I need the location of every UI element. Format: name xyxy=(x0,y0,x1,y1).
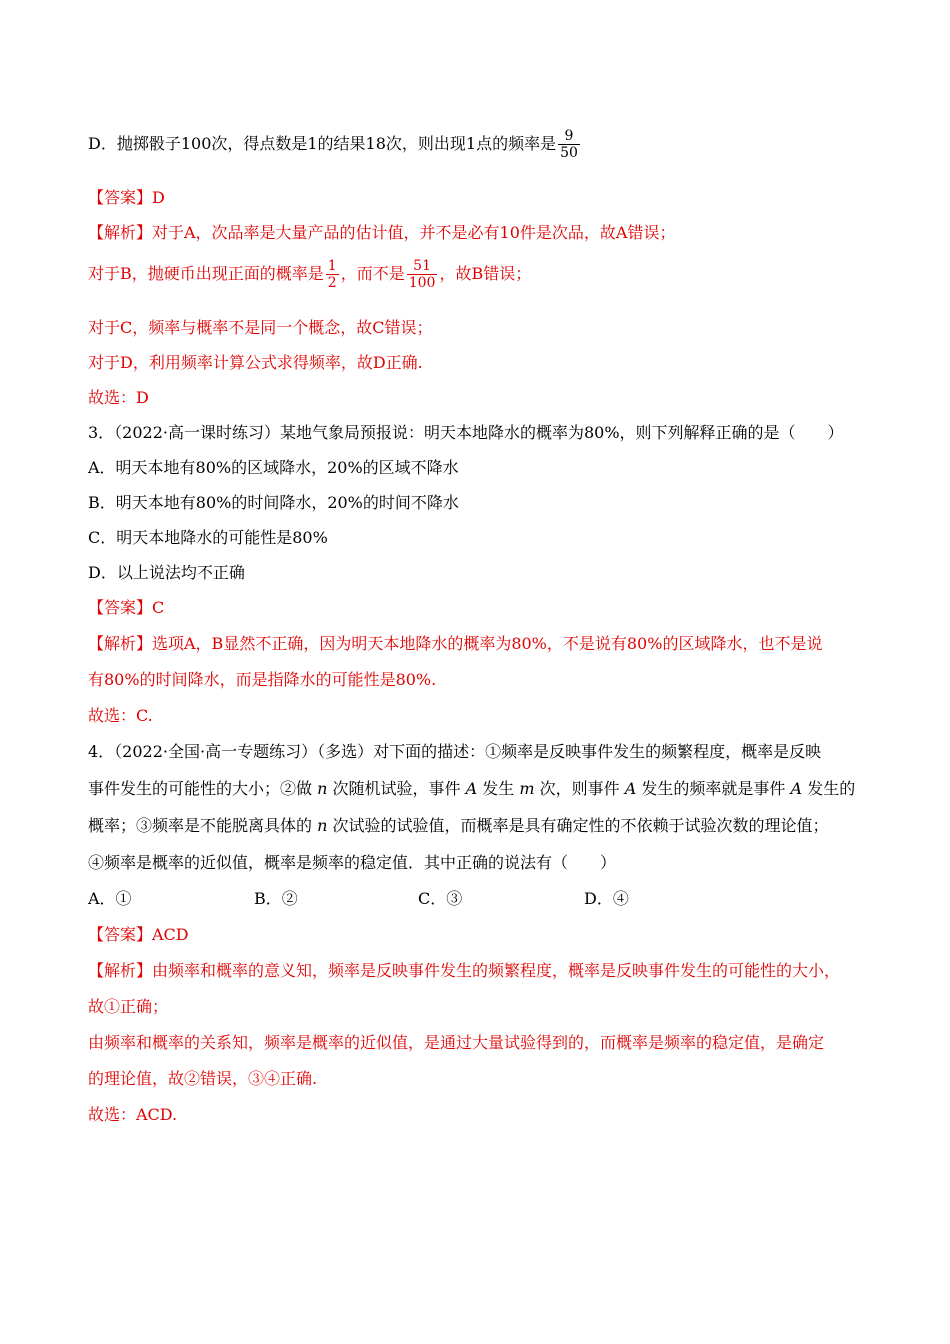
q3-option-b: B．明天本地有80%的时间降水，20%的时间不降水 xyxy=(88,493,459,512)
q4-analysis-3: 由频率和概率的关系知，频率是概率的近似值，是通过大量试验得到的，而概率是频率的稳定值，是确定 xyxy=(88,1033,825,1052)
q3-stem: 3．（2022·高一课时练习）某地气象局预报说：明天本地降水的概率为80%，则下列解释正确的是（ ） xyxy=(88,423,844,442)
q3-option-a: A．明天本地有80%的区域降水，20%的区域不降水 xyxy=(88,458,459,477)
q3-choice: 故选：C. xyxy=(88,706,153,725)
analysis-prev-1: 【解析】对于A，次品率是大量产品的估计值，并不是必有10件是次品，故A错误； xyxy=(88,223,676,242)
q4-analysis-4: 的理论值，故②错误，③④正确. xyxy=(88,1069,318,1088)
q4-option-d: D．④ xyxy=(584,889,629,908)
q4-stem-2: 事件发生的可能性的大小；②做 n 次随机试验，事件 A 发生 m 次，则事件 A 发生的频率就是事件 A 发生的 xyxy=(88,779,856,798)
q4-stem-3: 概率；③频率是不能脱离具体的 n 次试验的试验值，而概率是具有确定性的不依赖于试验次数的理论值； xyxy=(88,816,829,835)
answer-prev: 【答案】D xyxy=(88,188,165,207)
q4-answer: 【答案】ACD xyxy=(88,925,189,944)
fraction-51-100: $\frac{51}{100}$ xyxy=(408,258,436,291)
q3-answer: 【答案】C xyxy=(88,598,165,617)
q4-option-b: B．② xyxy=(254,889,298,908)
q3-option-c: C．明天本地降水的可能性是80% xyxy=(88,528,328,547)
q3-analysis-1: 【解析】选项A，B显然不正确，因为明天本地降水的概率为80%，不是说有80%的区域降水，也不是说 xyxy=(88,634,823,653)
q3-option-d: D．以上说法均不正确 xyxy=(88,563,245,582)
option-d-prev xyxy=(88,128,582,161)
q4-stem-1: 4．（2022·全国·高一专题练习）（多选）对下面的描述：①频率是反映事件发生的频繁程度，概率是反映 xyxy=(88,742,822,761)
analysis-prev-4: 对于D，利用频率计算公式求得频率，故D正确. xyxy=(88,353,423,372)
q4-option-a: A．① xyxy=(88,889,132,908)
q3-analysis-2: 有80%的时间降水，而是指降水的可能性是80%. xyxy=(88,670,437,689)
option-d-text: D．抛掷骰子100次，得点数是1的结果18次，则出现1点的频率是 xyxy=(88,134,557,153)
fraction-9-50: $\frac{9}{50}$ xyxy=(560,128,578,161)
q4-analysis-1: 【解析】由频率和概率的意义知，频率是反映事件发生的频繁程度，概率是反映事件发生的可能性的大小， xyxy=(88,961,841,980)
q4-stem-4: ④频率是概率的近似值，概率是频率的稳定值．其中正确的说法有（ ） xyxy=(88,853,617,872)
q4-option-c: C．③ xyxy=(418,889,463,908)
q4-choice: 故选：ACD. xyxy=(88,1105,178,1124)
analysis-prev-3: 对于C，频率与概率不是同一个概念，故C错误； xyxy=(88,318,433,337)
choice-prev: 故选：D xyxy=(88,388,149,407)
q4-analysis-2: 故①正确； xyxy=(88,997,169,1016)
analysis-prev-2: 对于B，抛硬币出现正面的概率是 $\frac{1}{2}$ ，而不是 $\frac{51}{100}$ ，故B错误； xyxy=(88,258,532,291)
fraction-1-2: $\frac{1}{2}$ xyxy=(327,258,337,291)
